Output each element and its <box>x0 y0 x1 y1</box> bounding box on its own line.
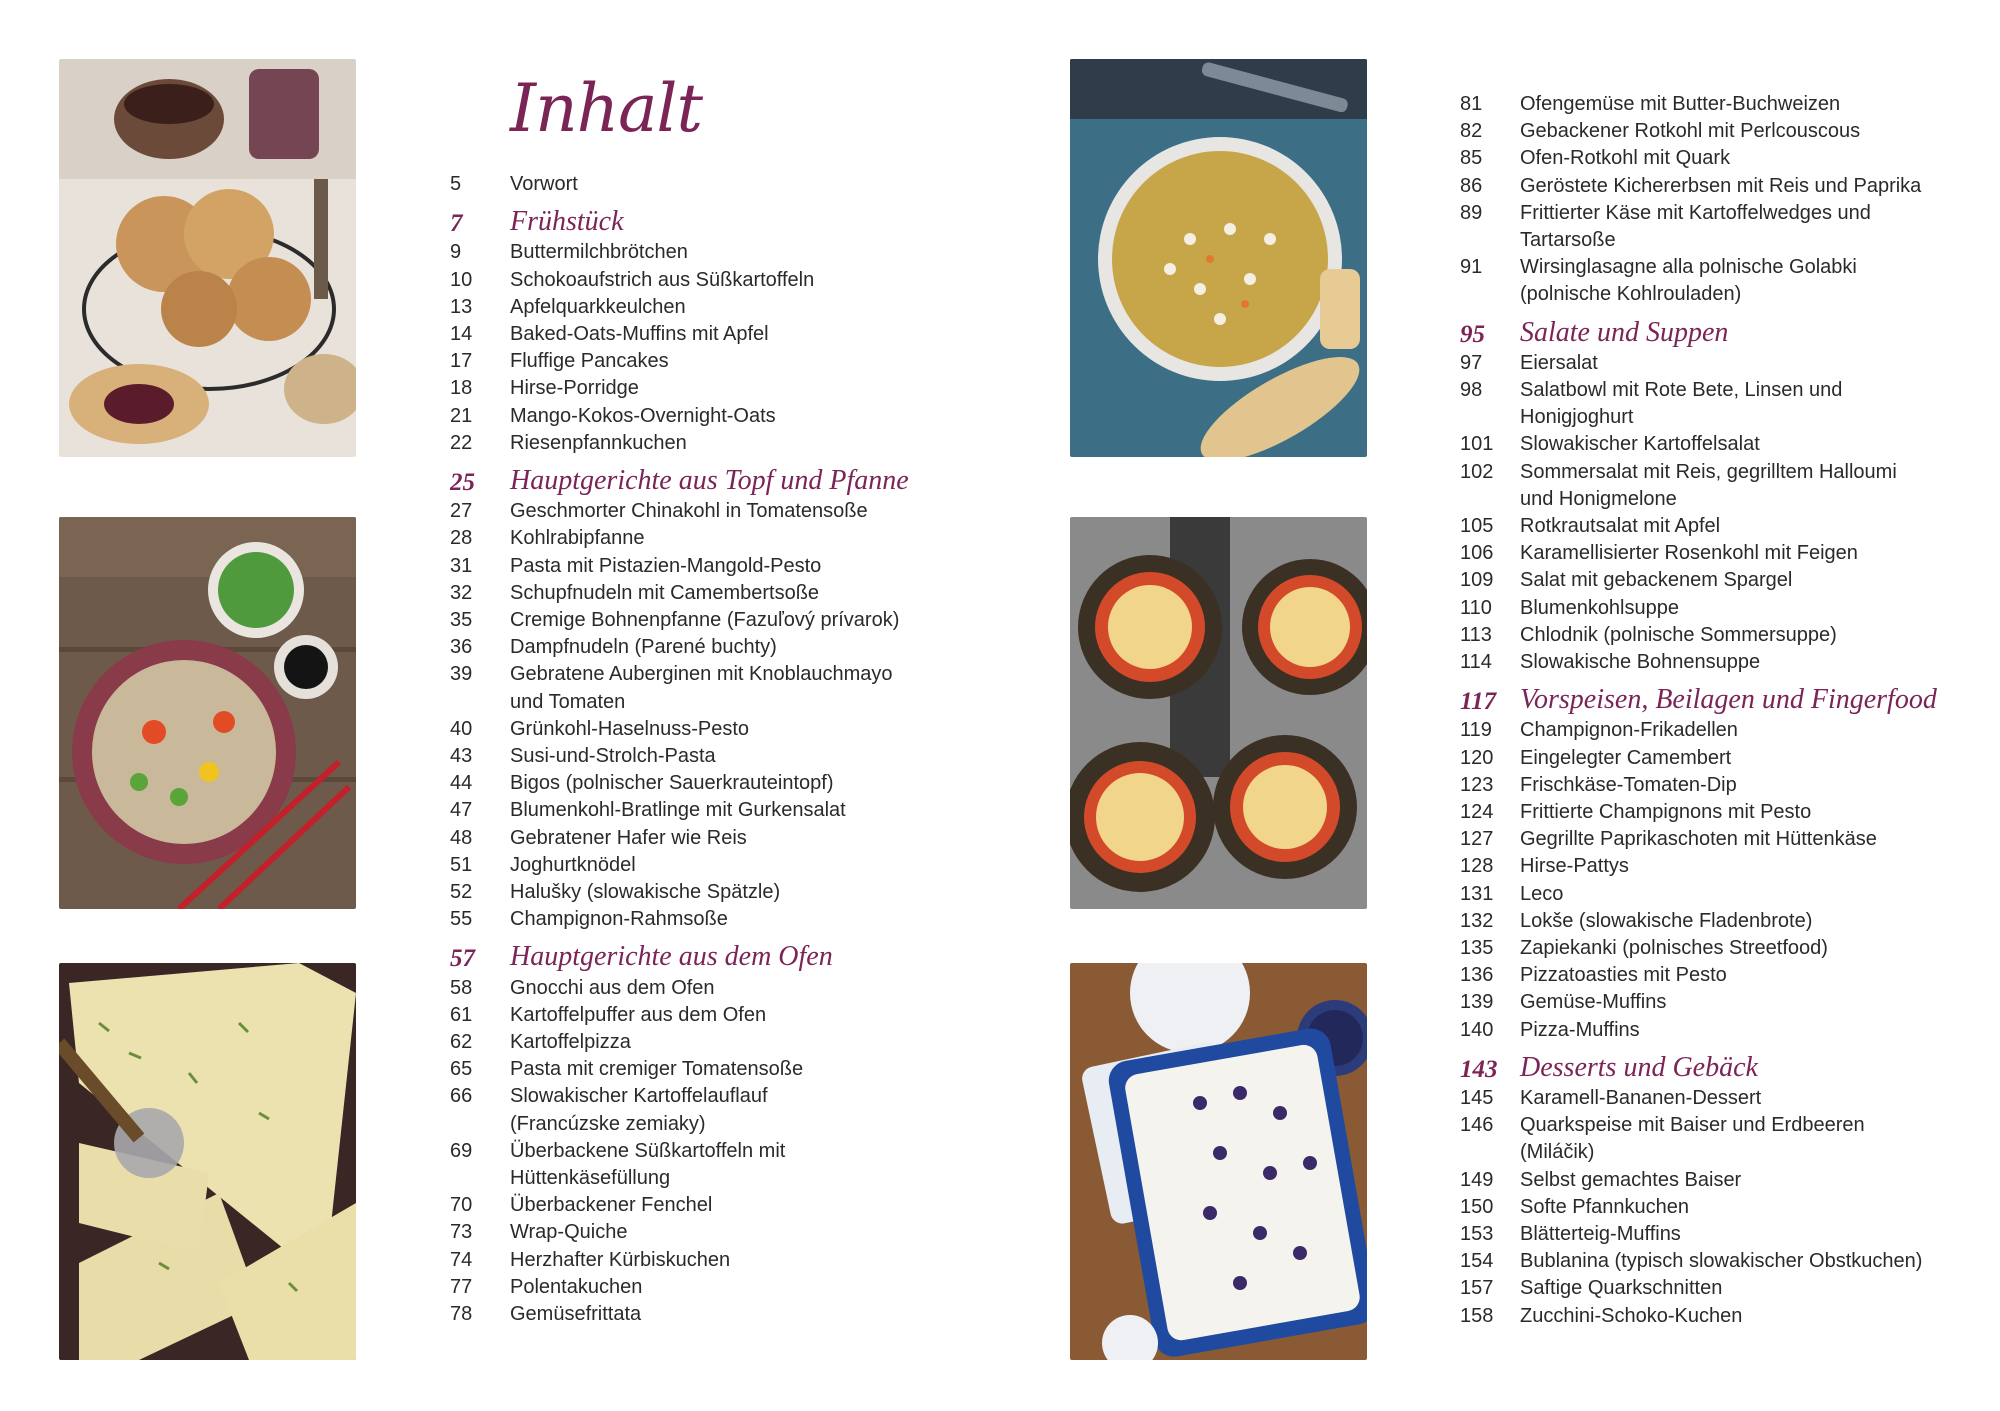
toc-page-number: 158 <box>1460 1304 1494 1327</box>
toc-entry-title: (polnische Kohlrouladen) <box>1520 283 1742 306</box>
toc-entry-title: Gnocchi aus dem Ofen <box>510 976 715 999</box>
toc-page-number: 131 <box>1460 882 1494 905</box>
toc-page-number: 7 <box>450 210 463 238</box>
toc-page-number: 73 <box>450 1221 473 1244</box>
toc-page-number: 85 <box>1460 147 1483 170</box>
toc-entry-title: Gemüsefrittata <box>510 1303 642 1325</box>
toc-page-number: 10 <box>450 268 473 291</box>
toc-page-number: 123 <box>1460 773 1494 796</box>
toc-entry-title: Susi-und-Strolch-Pasta <box>510 745 716 767</box>
toc-page-number: 153 <box>1460 1223 1494 1245</box>
toc-entry-title: Grünkohl-Haselnuss-Pesto <box>510 717 749 740</box>
toc-entry-title: und Tomaten <box>510 690 626 713</box>
toc-entry-title: Champignon-Rahmsoße <box>510 908 728 931</box>
toc-entry-title: Schupfnudeln mit Camembertsoße <box>510 581 820 604</box>
toc-entry-title: Gebratener Hafer wie Reis <box>510 826 747 849</box>
toc-page-number: 98 <box>1460 379 1483 401</box>
toc-entry-title: Kartoffelpuffer aus dem Ofen <box>510 1003 767 1026</box>
toc-entry-title: Frittierte Champignons mit Pesto <box>1520 801 1812 823</box>
toc-page-number: 61 <box>450 1003 473 1026</box>
toc-page-number: 70 <box>450 1194 473 1217</box>
toc-entry-title: Überbackene Süßkartoffeln mit <box>510 1139 786 1162</box>
toc-page-number: 57 <box>450 945 475 973</box>
toc-page-number: 44 <box>450 772 473 795</box>
toc-entry-title: Frühstück <box>510 206 624 238</box>
toc-entry-title: Karamell-Bananen-Dessert <box>1520 1087 1762 1109</box>
pizza-toast-photo <box>1070 517 1367 909</box>
toc-entry-title: Gebackener Rotkohl mit Perlcouscous <box>1520 120 1861 143</box>
blueberry-cake-photo <box>1070 963 1367 1360</box>
bread-rolls-photo <box>59 59 356 457</box>
toc-entry-title: Salate und Suppen <box>1520 316 1729 348</box>
toc-entry-title: Hüttenkäsefüllung <box>510 1167 671 1189</box>
toc-page-number: 135 <box>1460 937 1494 959</box>
toc-page-number: 62 <box>450 1031 473 1053</box>
toc-page-number: 113 <box>1460 623 1492 646</box>
toc-page-number: 65 <box>450 1058 473 1081</box>
toc-entry-title: Hauptgerichte aus Topf und Pfanne <box>510 465 909 496</box>
toc-entry-title: Selbst gemachtes Baiser <box>1520 1168 1742 1191</box>
toc-page-number: 154 <box>1460 1250 1494 1273</box>
toc-entry-title: Softe Pfannkuchen <box>1520 1195 1690 1218</box>
toc-entry-title: Blumenkohl-Bratlinge mit Gurkensalat <box>510 799 846 822</box>
toc-entry-title: Bigos (polnischer Sauerkrauteintopf) <box>510 772 834 795</box>
toc-entry-title: Lokše (slowakische Fladenbrote) <box>1520 909 1813 932</box>
toc-entry-title: Wirsinglasagne alla polnische Golabki <box>1520 256 1857 279</box>
toc-page-number: 43 <box>450 745 473 767</box>
toc-page-number: 81 <box>1460 93 1483 115</box>
toc-entry-title: Karamellisierter Rosenkohl mit Feigen <box>1520 542 1858 565</box>
toc-entry-title: Schokoaufstrich aus Süßkartoffeln <box>510 268 815 291</box>
toc-page-number: 124 <box>1460 801 1494 823</box>
toc-page-number: 36 <box>450 636 473 659</box>
toc-entry-title: Vorwort <box>510 173 578 195</box>
toc-entry-title: Ofengemüse mit Butter-Buchweizen <box>1520 93 1841 115</box>
toc-entry-title: Ofen-Rotkohl mit Quark <box>1520 147 1731 170</box>
toc-entry-title: Hirse-Pattys <box>1520 855 1629 878</box>
toc-entry-title: Joghurtknödel <box>510 853 636 876</box>
toc-page-number: 139 <box>1460 991 1494 1014</box>
toc-page-number: 74 <box>450 1248 473 1271</box>
toc-page-number: 114 <box>1460 651 1492 673</box>
toc-entry-title: Pasta mit cremiger Tomatensoße <box>510 1058 804 1081</box>
toc-page-number: 136 <box>1460 964 1494 987</box>
toc-entry-title: Frischkäse-Tomaten-Dip <box>1520 773 1737 796</box>
toc-entry-title: Pizza-Muffins <box>1520 1018 1640 1041</box>
toc-entry-title: Frittierter Käse mit Kartoffelwedges und <box>1520 201 1871 224</box>
toc-page-number: 91 <box>1460 256 1483 279</box>
toc-entry-title: Baked-Oats-Muffins mit Apfel <box>510 323 769 345</box>
toc-page-number: 128 <box>1460 855 1494 878</box>
toc-entry-title: Zucchini-Schoko-Kuchen <box>1520 1304 1743 1327</box>
toc-entry-title: Pizzatoasties mit Pesto <box>1520 964 1727 987</box>
toc-entry-title: Halušky (slowakische Spätzle) <box>510 881 781 903</box>
toc-entry-title: Kohlrabipfanne <box>510 527 645 550</box>
toc-entry-title: Polentakuchen <box>510 1275 643 1298</box>
toc-page-number: 149 <box>1460 1168 1494 1191</box>
toc-page-number: 52 <box>450 881 473 903</box>
toc-page-number: 78 <box>450 1303 473 1325</box>
toc-page-number: 14 <box>450 323 473 345</box>
toc-entry-title: Überbackener Fenchel <box>510 1194 713 1217</box>
toc-page-number: 51 <box>450 853 473 876</box>
toc-entry-title: Geschmorter Chinakohl in Tomatensoße <box>510 500 868 523</box>
toc-entry-title: Gemüse-Muffins <box>1520 991 1667 1014</box>
toc-entry-title: Eingelegter Camembert <box>1520 746 1732 769</box>
toc-entry-title: Zapiekanki (polnisches Streetfood) <box>1520 937 1828 959</box>
toc-entry-title: Desserts und Gebäck <box>1520 1051 1758 1083</box>
toc-page-number: 146 <box>1460 1114 1494 1137</box>
toc-entry-title: Blumenkohlsuppe <box>1520 596 1679 619</box>
toc-page-number: 9 <box>450 241 462 264</box>
toc-page-number: 119 <box>1460 719 1492 742</box>
toc-entry-title: Vorspeisen, Beilagen und Fingerfood <box>1520 684 1937 716</box>
toc-page-number: 35 <box>450 609 473 631</box>
toc-page-number: 105 <box>1460 515 1494 537</box>
toc-entry-title: Gegrillte Paprikaschoten mit Hüttenkäse <box>1520 828 1877 851</box>
toc-page-number: 102 <box>1460 460 1494 483</box>
toc-entry-title: Slowakische Bohnensuppe <box>1520 651 1761 673</box>
toc-page-number: 143 <box>1460 1055 1498 1083</box>
toc-page-number: 140 <box>1460 1018 1494 1041</box>
toc-entry-title: Apfelquarkkeulchen <box>510 295 686 318</box>
rice-bowl-photo <box>59 517 356 909</box>
toc-entry-title: Rotkrautsalat mit Apfel <box>1520 515 1721 537</box>
toc-page-number: 55 <box>450 908 473 931</box>
toc-entry-title: (Francúzske zemiaky) <box>510 1112 706 1135</box>
toc-page-number: 31 <box>450 554 473 577</box>
toc-entry-title: Salatbowl mit Rote Bete, Linsen und <box>1520 379 1843 401</box>
toc-entry-title: Sommersalat mit Reis, gegrilltem Halloumi <box>1520 460 1897 483</box>
toc-entry-title: Tartarsoße <box>1520 229 1616 251</box>
toc-page-number: 39 <box>450 663 473 686</box>
toc-page-number: 150 <box>1460 1195 1494 1218</box>
toc-entry-title: Mango-Kokos-Overnight-Oats <box>510 404 776 427</box>
toc-entry-title: Gebratene Auberginen mit Knoblauchmayo <box>510 663 893 686</box>
toc-entry-title: Salat mit gebackenem Spargel <box>1520 569 1793 592</box>
toc-entry-title: Herzhafter Kürbiskuchen <box>510 1248 731 1271</box>
toc-page-number: 47 <box>450 799 473 822</box>
toc-page-number: 25 <box>450 469 475 496</box>
bean-soup-photo <box>1070 59 1367 457</box>
flatbread-photo <box>59 963 356 1360</box>
toc-page-number: 28 <box>450 527 473 550</box>
toc-page-number: 120 <box>1460 746 1494 769</box>
toc-entry-title: Riesenpfannkuchen <box>510 431 687 454</box>
toc-entry-title: (Miláčik) <box>1520 1141 1595 1164</box>
toc-page-number: 145 <box>1460 1087 1494 1109</box>
toc-entry-title: Bublanina (typisch slowakischer Obstkuchen) <box>1520 1250 1923 1273</box>
toc-page-number: 22 <box>450 431 473 454</box>
toc-entry-title: Cremige Bohnenpfanne (Fazuľový prívarok) <box>510 609 900 631</box>
toc-page-number: 17 <box>450 350 473 373</box>
toc-entry-title: Hirse-Porridge <box>510 377 639 400</box>
toc-entry-title: Dampfnudeln (Parené buchty) <box>510 636 777 659</box>
toc-entry-title: Leco <box>1520 882 1564 905</box>
toc-entry-title: Slowakischer Kartoffelsalat <box>1520 433 1760 456</box>
toc-page-number: 86 <box>1460 174 1483 197</box>
toc-entry-title: Honigjoghurt <box>1520 406 1634 429</box>
toc-entry-title: Eiersalat <box>1520 351 1598 374</box>
toc-entry-title: Champignon-Frikadellen <box>1520 719 1738 742</box>
toc-entry-title: Slowakischer Kartoffelauflauf <box>510 1085 768 1108</box>
toc-entry-title: Quarkspeise mit Baiser und Erdbeeren <box>1520 1114 1865 1137</box>
toc-page-number: 48 <box>450 826 473 849</box>
toc-entry-title: Kartoffelpizza <box>510 1031 631 1053</box>
toc-page-number: 18 <box>450 377 473 400</box>
toc-page-number: 13 <box>450 295 473 318</box>
toc-page-number: 69 <box>450 1139 473 1162</box>
toc-entry-title: Buttermilchbrötchen <box>510 241 688 264</box>
page-title: Inhalt <box>510 70 703 147</box>
toc-page-number: 106 <box>1460 542 1494 565</box>
toc-page-number: 101 <box>1460 433 1494 456</box>
toc-entry-title: und Honigmelone <box>1520 487 1677 510</box>
toc-entry-title: Geröstete Kichererbsen mit Reis und Paprika <box>1520 174 1922 197</box>
toc-page-number: 21 <box>450 404 473 427</box>
toc-entry-title: Saftige Quarkschnitten <box>1520 1277 1723 1300</box>
toc-page-number: 110 <box>1460 596 1492 619</box>
toc-page-number: 5 <box>450 173 462 195</box>
toc-page-number: 127 <box>1460 828 1494 851</box>
toc-page-number: 132 <box>1460 909 1494 932</box>
toc-page-number: 95 <box>1460 320 1485 348</box>
toc-entry-title: Wrap-Quiche <box>510 1221 628 1244</box>
toc-page-number: 27 <box>450 500 473 523</box>
toc-page-number: 66 <box>450 1085 473 1108</box>
toc-page-number: 82 <box>1460 120 1483 143</box>
toc-page-number: 117 <box>1460 688 1497 716</box>
toc-page-number: 157 <box>1460 1277 1494 1300</box>
toc-entry-title: Pasta mit Pistazien-Mangold-Pesto <box>510 554 822 577</box>
toc-entry-title: Blätterteig-Muffins <box>1520 1223 1681 1245</box>
toc-page-number: 89 <box>1460 201 1483 224</box>
toc-entry-title: Hauptgerichte aus dem Ofen <box>510 941 833 973</box>
toc-page-number: 97 <box>1460 351 1483 374</box>
toc-page-number: 77 <box>450 1275 473 1298</box>
toc-page-number: 109 <box>1460 569 1494 592</box>
toc-page-number: 32 <box>450 581 473 604</box>
toc-entry-title: Chlodnik (polnische Sommersuppe) <box>1520 623 1837 646</box>
toc-page-number: 40 <box>450 717 473 740</box>
toc-page-number: 58 <box>450 976 473 999</box>
toc-entry-title: Fluffige Pancakes <box>510 350 669 373</box>
